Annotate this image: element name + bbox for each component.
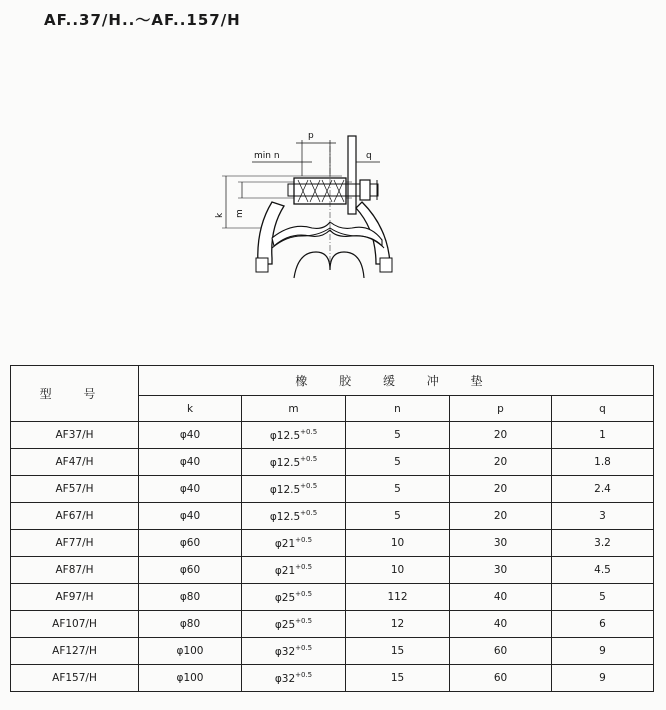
model-header: 型 号 (11, 366, 139, 422)
cell-model: AF37/H (11, 422, 139, 449)
cell-k: φ40 (139, 476, 242, 503)
m-value: φ21 (274, 538, 296, 550)
m-value: φ25 (274, 592, 296, 604)
m-value: φ25 (274, 619, 296, 631)
cell-model: AF57/H (11, 476, 139, 503)
cell-q: 9 (552, 638, 654, 665)
column-header-p: p (450, 396, 552, 422)
table-row (11, 665, 654, 692)
cell-n: 15 (346, 665, 450, 692)
label-p: p (308, 131, 314, 141)
table-row (11, 557, 654, 584)
table-row (11, 476, 654, 503)
cell-q: 9 (552, 665, 654, 692)
cell-n: 5 (346, 476, 450, 503)
cell-k: φ60 (139, 530, 242, 557)
cell-m (242, 530, 346, 557)
cell-model: AF107/H (11, 611, 139, 638)
cell-q: 6 (552, 611, 654, 638)
cell-n: 112 (346, 584, 450, 611)
cell-model: AF77/H (11, 530, 139, 557)
left-foot (256, 258, 268, 272)
m-value: φ12.5 (269, 430, 301, 442)
cell-q: 4.5 (552, 557, 654, 584)
cell-p: 60 (450, 665, 552, 692)
m-value: φ21 (274, 565, 296, 577)
cell-model: AF127/H (11, 638, 139, 665)
table-row (11, 611, 654, 638)
table-row (11, 449, 654, 476)
cell-p: 40 (450, 611, 552, 638)
cell-p: 20 (450, 422, 552, 449)
label-min-n: min n (254, 151, 280, 161)
m-tolerance: +0.5 (295, 590, 313, 598)
m-value: φ32 (274, 673, 296, 685)
m-tolerance: +0.5 (295, 644, 313, 652)
label-m: m (235, 209, 245, 218)
mounting-plate (348, 136, 356, 214)
m-tolerance: +0.5 (300, 428, 318, 436)
table-row (11, 584, 654, 611)
m-tolerance: +0.5 (295, 671, 313, 679)
table-row (11, 530, 654, 557)
cell-k: φ40 (139, 422, 242, 449)
cell-q: 1.8 (552, 449, 654, 476)
m-value: φ12.5 (269, 511, 301, 523)
cell-q: 3.2 (552, 530, 654, 557)
cell-p: 30 (450, 557, 552, 584)
cell-p: 20 (450, 503, 552, 530)
cell-q: 5 (552, 584, 654, 611)
cell-n: 10 (346, 557, 450, 584)
cell-n: 12 (346, 611, 450, 638)
label-k: k (215, 212, 225, 218)
m-tolerance: +0.5 (295, 617, 313, 625)
m-value: φ32 (274, 646, 296, 658)
table-header-row (11, 366, 654, 396)
cell-k: φ40 (139, 449, 242, 476)
cell-m (242, 503, 346, 530)
cell-m (242, 638, 346, 665)
m-value: φ12.5 (269, 457, 301, 469)
m-tolerance: +0.5 (300, 509, 318, 517)
right-foot (380, 258, 392, 272)
table-row (11, 422, 654, 449)
page-title: AF..37/H..～AF..157/H (44, 11, 241, 29)
rubber-buffer (294, 178, 346, 204)
m-tolerance: +0.5 (295, 563, 313, 571)
cell-k: φ60 (139, 557, 242, 584)
cell-n: 10 (346, 530, 450, 557)
cell-m (242, 422, 346, 449)
rubber-buffer-spec-table (10, 365, 654, 692)
cell-n: 15 (346, 638, 450, 665)
column-header-m: m (242, 396, 346, 422)
cell-q: 1 (552, 422, 654, 449)
cell-q: 2.4 (552, 476, 654, 503)
cell-p: 40 (450, 584, 552, 611)
cell-m (242, 584, 346, 611)
cell-model: AF97/H (11, 584, 139, 611)
cell-m (242, 665, 346, 692)
cell-k: φ80 (139, 584, 242, 611)
cell-k: φ100 (139, 638, 242, 665)
cell-model: AF157/H (11, 665, 139, 692)
cell-model: AF87/H (11, 557, 139, 584)
cell-p: 60 (450, 638, 552, 665)
cell-model: AF47/H (11, 449, 139, 476)
cell-m (242, 557, 346, 584)
cell-p: 30 (450, 530, 552, 557)
cell-k: φ40 (139, 503, 242, 530)
cell-m (242, 611, 346, 638)
bolt-nut (360, 180, 370, 200)
cell-n: 5 (346, 449, 450, 476)
cell-k: φ100 (139, 665, 242, 692)
cell-m (242, 476, 346, 503)
column-header-k: k (139, 396, 242, 422)
cell-k: φ80 (139, 611, 242, 638)
technical-drawing (212, 118, 412, 294)
m-tolerance: +0.5 (300, 455, 318, 463)
column-header-n: n (346, 396, 450, 422)
rubber-buffer-diagram (212, 118, 412, 294)
m-tolerance: +0.5 (300, 482, 318, 490)
cell-n: 5 (346, 503, 450, 530)
cell-n: 5 (346, 422, 450, 449)
gear-housing-cover (272, 222, 382, 246)
m-tolerance: +0.5 (295, 536, 313, 544)
table-row (11, 638, 654, 665)
group-header: 橡 胶 缓 冲 垫 (139, 366, 654, 396)
cell-q: 3 (552, 503, 654, 530)
column-header-q: q (552, 396, 654, 422)
cell-model: AF67/H (11, 503, 139, 530)
cell-m (242, 449, 346, 476)
table-row (11, 503, 654, 530)
cell-p: 20 (450, 476, 552, 503)
m-value: φ12.5 (269, 484, 301, 496)
label-q: q (366, 151, 372, 161)
cell-p: 20 (450, 449, 552, 476)
housing-bosses (294, 252, 364, 278)
